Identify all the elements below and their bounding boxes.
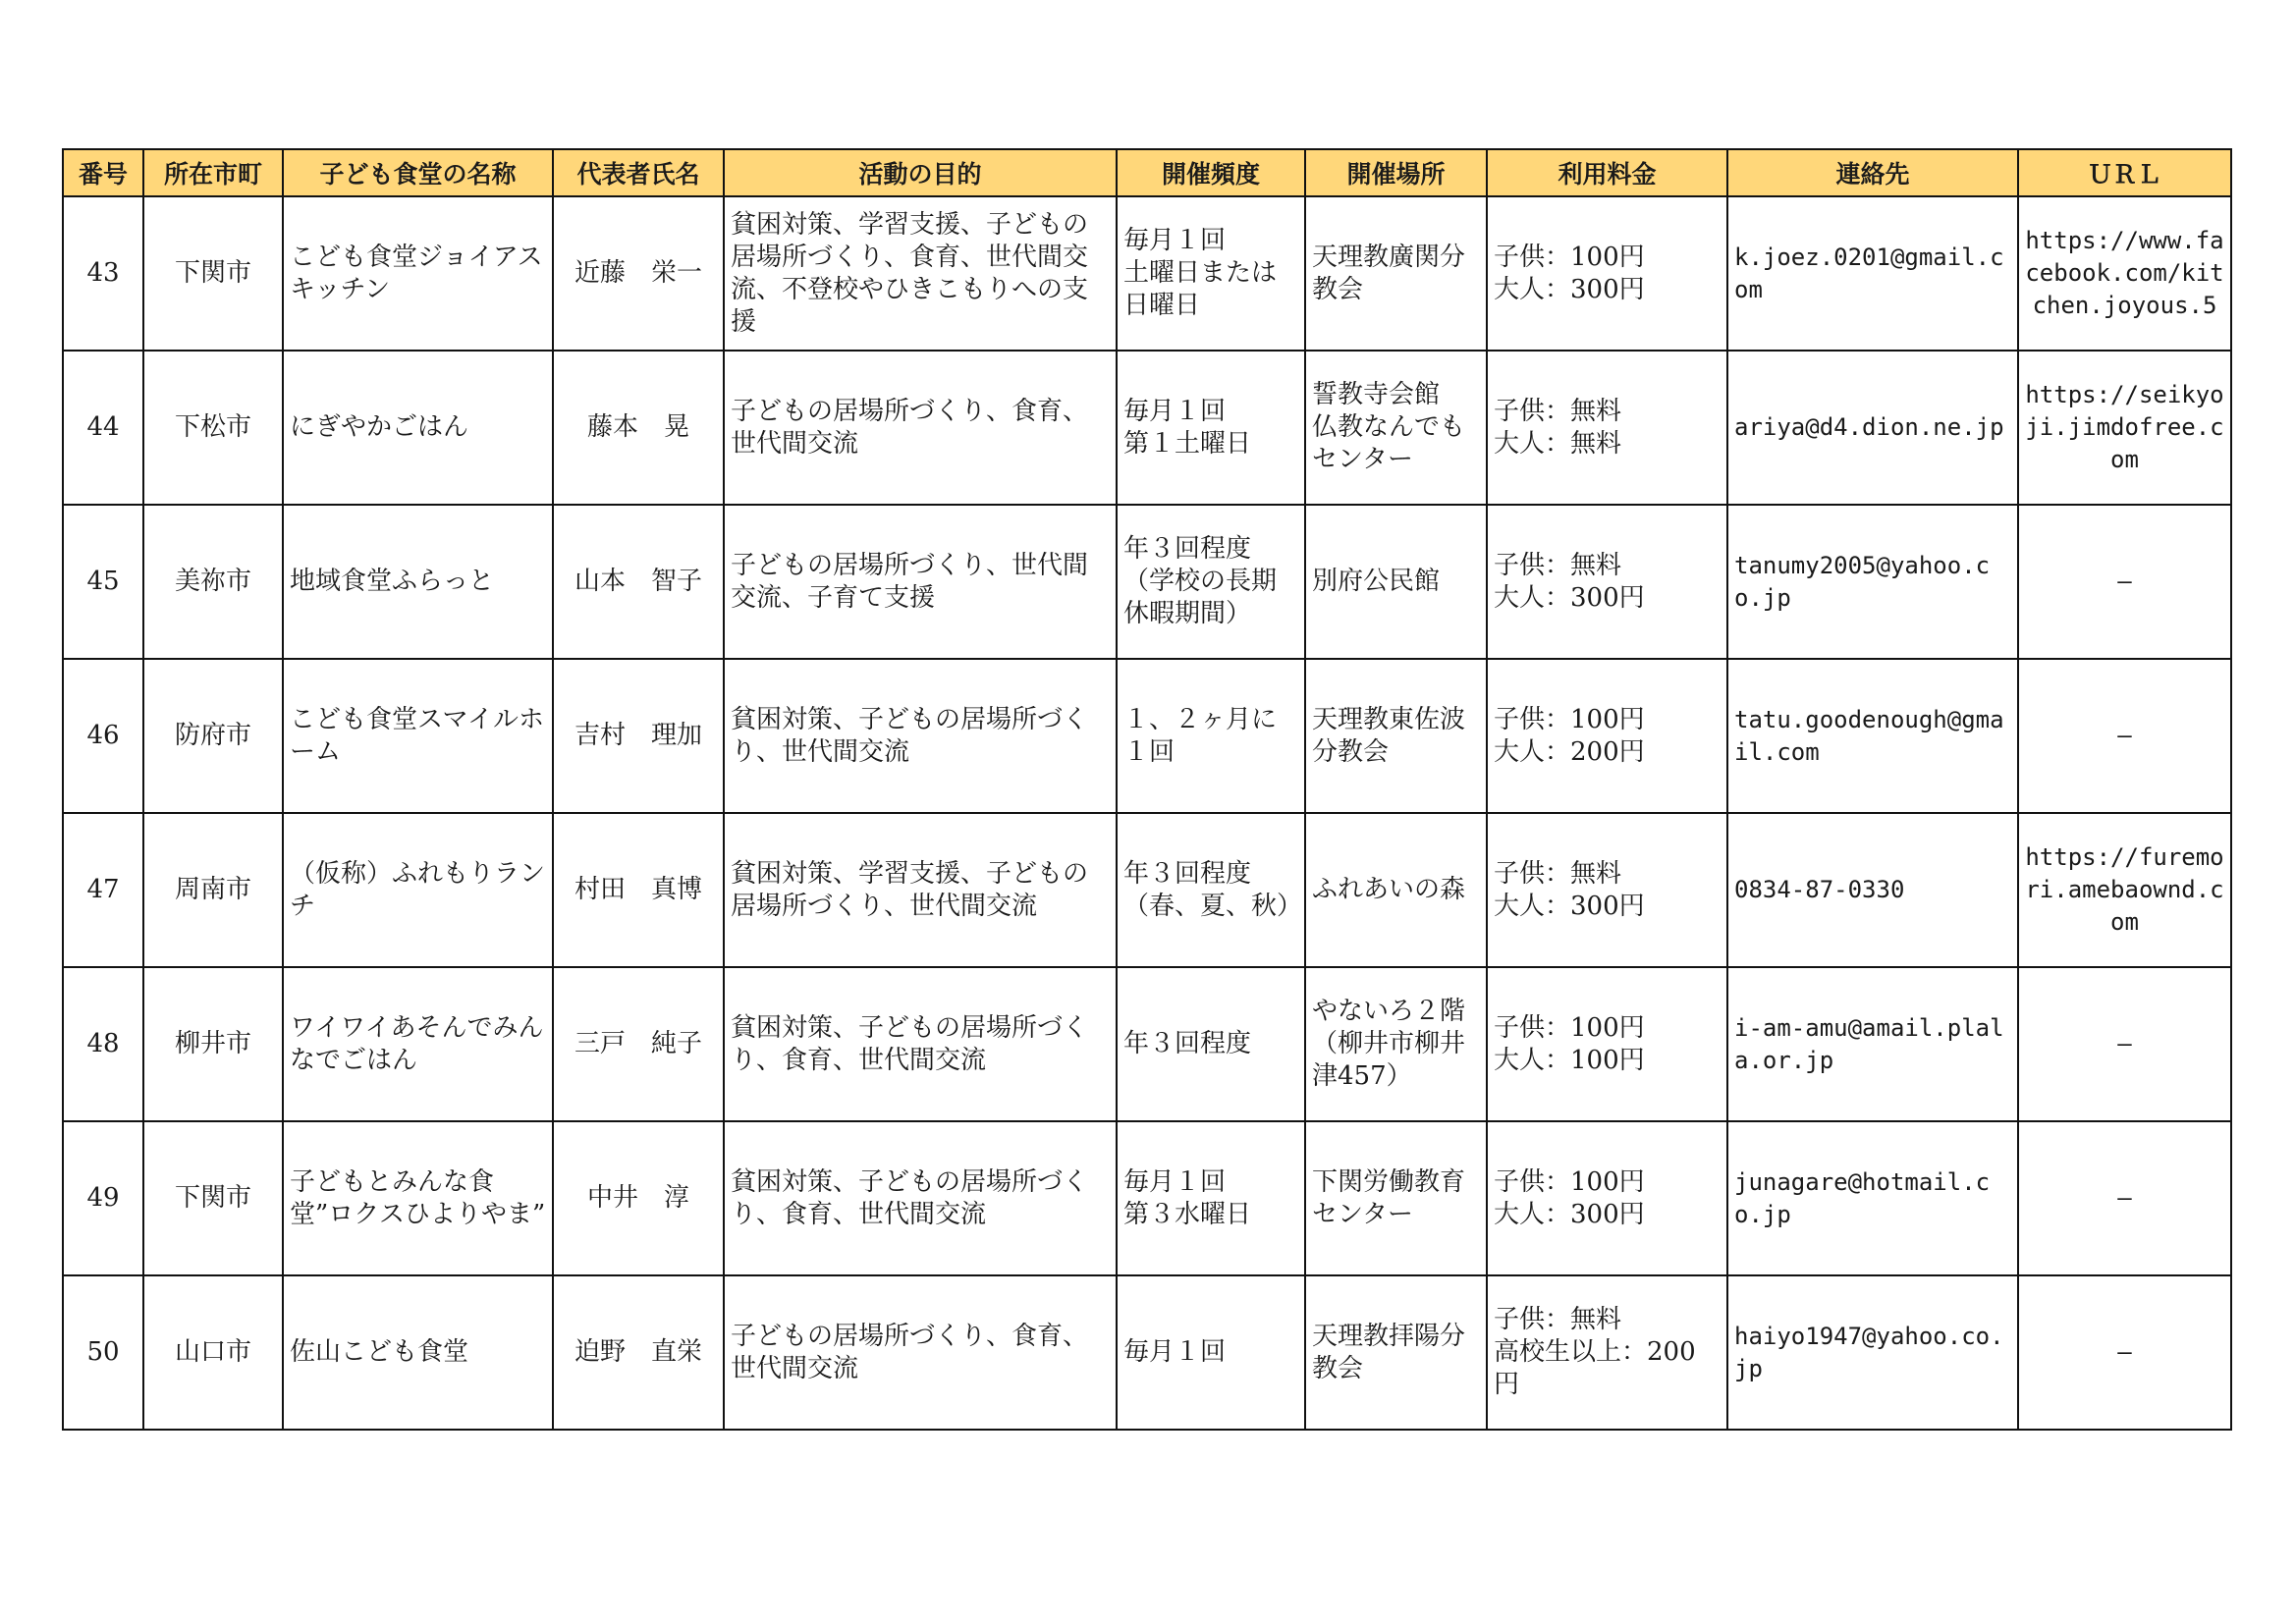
header-place: 開催場所 <box>1305 149 1487 196</box>
header-row <box>63 149 2231 196</box>
cell-fee <box>1487 659 1727 813</box>
cell-shokudo-name <box>283 196 553 351</box>
cell-city-text: 山口市 <box>174 1337 251 1367</box>
cell-purpose-text: 子どもの居場所づくり、食育、世代間交流 <box>731 396 1089 459</box>
cell-contact-text: haiyo1947@yahoo.co.jp <box>1734 1322 2004 1382</box>
cell-fee <box>1487 1275 1727 1430</box>
cell-city-text: 周南市 <box>174 875 251 904</box>
cell-purpose-text: 貧困対策、子どもの居場所づくり、世代間交流 <box>731 704 1089 767</box>
cell-shokudo-name-text: 子どもとみんな食堂”ロクスひよりやま” <box>290 1166 546 1229</box>
cell-url <box>2018 813 2231 967</box>
header-city: 所在市町 <box>143 149 283 196</box>
table-row <box>63 1121 2231 1275</box>
cell-purpose-text: 子どもの居場所づくり、世代間交流、子育て支援 <box>731 550 1089 613</box>
cell-shokudo-name <box>283 351 553 505</box>
cell-contact-text: junagare@hotmail.co.jp <box>1734 1167 1991 1228</box>
cell-fee-text: 子供：100円 大人：300円 <box>1494 1166 1645 1229</box>
cell-contact-text: tatu.goodenough@gmail.com <box>1734 705 2004 766</box>
cell-city-text: 柳井市 <box>174 1029 251 1058</box>
cell-contact <box>1727 1275 2018 1430</box>
cell-fee-text: 子供：無料 大人：300円 <box>1494 858 1645 921</box>
cell-shokudo-name <box>283 1121 553 1275</box>
cell-shokudo-name-text: 佐山こども食堂 <box>290 1337 469 1367</box>
cell-representative <box>553 196 724 351</box>
cell-frequency <box>1117 1121 1305 1275</box>
table-row <box>63 351 2231 505</box>
cell-frequency <box>1117 505 1305 659</box>
cell-contact <box>1727 967 2018 1121</box>
cell-number-text: 47 <box>86 875 120 904</box>
cell-url <box>2018 351 2231 505</box>
header-number: 番号 <box>63 149 143 196</box>
cell-purpose-text: 貧困対策、学習支援、子どもの居場所づくり、世代間交流 <box>731 858 1089 921</box>
cell-url <box>2018 1121 2231 1275</box>
cell-number <box>63 813 143 967</box>
cell-fee-text: 子供：無料 大人：300円 <box>1494 550 1645 613</box>
cell-contact-text: i-am-amu@amail.plala.or.jp <box>1734 1013 2004 1074</box>
cell-place-text: 天理教東佐波分教会 <box>1312 704 1466 767</box>
cell-fee-text: 子供：無料 大人：無料 <box>1494 396 1622 459</box>
cell-contact-text: 0834-87-0330 <box>1734 876 1905 903</box>
cell-contact-text: tanumy2005@yahoo.co.jp <box>1734 551 1991 612</box>
cell-city <box>143 351 283 505</box>
cell-number <box>63 351 143 505</box>
cell-url <box>2018 196 2231 351</box>
table-header <box>63 149 2231 196</box>
cell-frequency-text: 毎月１回 第３水曜日 <box>1123 1166 1252 1229</box>
cell-url-text: https://www.facebook.com/kitchen.joyous.5 <box>2025 227 2224 319</box>
cell-fee <box>1487 196 1727 351</box>
header-frequency: 開催頻度 <box>1117 149 1305 196</box>
cell-city <box>143 813 283 967</box>
cell-purpose-text: 貧困対策、学習支援、子どもの居場所づくり、食育、世代間交流、不登校やひきこもりへの支援 <box>731 209 1089 337</box>
table-row <box>63 505 2231 659</box>
cell-number-text: 44 <box>86 412 120 442</box>
table-row <box>63 1275 2231 1430</box>
cell-city <box>143 967 283 1121</box>
cell-shokudo-name-text: （仮称）ふれもりランチ <box>290 858 546 921</box>
cell-contact-text: k.joez.0201@gmail.com <box>1734 243 2004 303</box>
cell-url-text: https://seikyoji.jimdofree.com <box>2025 381 2224 473</box>
cell-url <box>2018 967 2231 1121</box>
cell-representative-text: 迫野 直栄 <box>574 1337 702 1367</box>
cell-number-text: 49 <box>86 1183 120 1213</box>
cell-fee-text: 子供：100円 大人：200円 <box>1494 704 1645 767</box>
cell-shokudo-name-text: こども食堂ジョイアスキッチン <box>290 242 543 304</box>
cell-number <box>63 196 143 351</box>
cell-representative <box>553 813 724 967</box>
cell-url-text: ― <box>2117 722 2132 749</box>
cell-frequency-text: 毎月１回 第１土曜日 <box>1123 396 1252 459</box>
cell-url <box>2018 659 2231 813</box>
cell-shokudo-name-text: ワイワイあそんでみんなでごはん <box>290 1012 544 1075</box>
cell-purpose <box>724 813 1117 967</box>
cell-shokudo-name-text: 地域食堂ふらっと <box>290 567 495 596</box>
cell-fee <box>1487 813 1727 967</box>
document-sheet <box>62 148 2230 1431</box>
table-row <box>63 813 2231 967</box>
cell-representative <box>553 351 724 505</box>
cell-url-text: ― <box>2117 1030 2132 1057</box>
cell-purpose <box>724 1275 1117 1430</box>
cell-number <box>63 1121 143 1275</box>
header-url: ＵＲＬ <box>2018 149 2231 196</box>
cell-place-text: 下関労働教育センター <box>1312 1166 1466 1229</box>
cell-frequency-text: 年３回程度 （春、夏、秋） <box>1123 858 1303 921</box>
cell-city-text: 下関市 <box>174 1183 251 1213</box>
cell-place-text: 天理教廣関分教会 <box>1312 242 1466 304</box>
cell-representative-text: 中井 淳 <box>586 1183 689 1213</box>
cell-purpose <box>724 1121 1117 1275</box>
cell-representative-text: 山本 智子 <box>574 567 702 596</box>
cell-purpose <box>724 967 1117 1121</box>
cell-frequency-text: １、２ヶ月に１回 <box>1123 704 1278 767</box>
cell-contact <box>1727 505 2018 659</box>
table-row <box>63 659 2231 813</box>
cell-purpose-text: 貧困対策、子どもの居場所づくり、食育、世代間交流 <box>731 1166 1089 1229</box>
cell-contact <box>1727 659 2018 813</box>
cell-number-text: 48 <box>86 1029 120 1058</box>
header-contact: 連絡先 <box>1727 149 2018 196</box>
cell-city-text: 下松市 <box>174 412 251 442</box>
cell-frequency <box>1117 813 1305 967</box>
cell-purpose <box>724 351 1117 505</box>
cell-number-text: 43 <box>86 258 120 288</box>
cell-place <box>1305 813 1487 967</box>
cell-shokudo-name-text: こども食堂スマイルホーム <box>290 704 544 767</box>
cell-shokudo-name-text: にぎやかごはん <box>290 412 469 442</box>
cell-number <box>63 1275 143 1430</box>
cell-purpose-text: 貧困対策、子どもの居場所づくり、食育、世代間交流 <box>731 1012 1089 1075</box>
cell-place <box>1305 659 1487 813</box>
cell-representative <box>553 505 724 659</box>
cell-fee <box>1487 1121 1727 1275</box>
cell-fee-text: 子供：100円 大人：100円 <box>1494 1012 1645 1075</box>
table-row <box>63 196 2231 351</box>
header-representative: 代表者氏名 <box>553 149 724 196</box>
cell-frequency <box>1117 196 1305 351</box>
cell-city <box>143 196 283 351</box>
cell-place <box>1305 351 1487 505</box>
cell-fee-text: 子供：無料 高校生以上：200円 <box>1494 1305 1696 1399</box>
cell-frequency <box>1117 351 1305 505</box>
table-row <box>63 967 2231 1121</box>
cell-place-text: 誓教寺会館 仏教なんでもセンター <box>1312 380 1466 474</box>
cell-number-text: 45 <box>86 567 120 596</box>
cell-city-text: 防府市 <box>174 721 251 750</box>
cell-city <box>143 505 283 659</box>
cell-contact <box>1727 1121 2018 1275</box>
cell-contact <box>1727 813 2018 967</box>
cell-frequency-text: 毎月１回 土曜日または日曜日 <box>1123 226 1278 320</box>
cell-number-text: 46 <box>86 721 120 750</box>
cell-frequency-text: 年３回程度 （学校の長期休暇期間） <box>1123 534 1278 628</box>
cell-shokudo-name <box>283 967 553 1121</box>
cell-place <box>1305 967 1487 1121</box>
cell-shokudo-name <box>283 505 553 659</box>
header-purpose: 活動の目的 <box>724 149 1117 196</box>
cell-purpose-text: 子どもの居場所づくり、食育、世代間交流 <box>731 1321 1089 1383</box>
cell-shokudo-name <box>283 1275 553 1430</box>
cell-fee-text: 子供：100円 大人：300円 <box>1494 242 1645 304</box>
cell-url-text: https://furemori.amebaownd.com <box>2025 843 2224 936</box>
cell-city-text: 下関市 <box>174 258 251 288</box>
cell-place-text: やないろ２階（柳井市柳井津457） <box>1312 997 1466 1091</box>
cell-place <box>1305 1275 1487 1430</box>
cell-purpose <box>724 505 1117 659</box>
cell-shokudo-name <box>283 813 553 967</box>
cell-purpose <box>724 659 1117 813</box>
cell-representative-text: 三戸 純子 <box>574 1029 702 1058</box>
cell-shokudo-name <box>283 659 553 813</box>
cell-url <box>2018 505 2231 659</box>
cell-number-text: 50 <box>86 1337 120 1367</box>
header-name: 子ども食堂の名称 <box>283 149 553 196</box>
cell-contact <box>1727 351 2018 505</box>
cell-representative <box>553 1121 724 1275</box>
cell-fee <box>1487 505 1727 659</box>
cell-place <box>1305 196 1487 351</box>
cell-fee <box>1487 351 1727 505</box>
cell-purpose <box>724 196 1117 351</box>
cell-frequency <box>1117 1275 1305 1430</box>
cell-representative-text: 村田 真博 <box>574 875 702 904</box>
cell-url <box>2018 1275 2231 1430</box>
cell-representative-text: 吉村 理加 <box>574 721 702 750</box>
cell-frequency-text: 毎月１回 <box>1123 1337 1227 1367</box>
cell-city-text: 美祢市 <box>174 567 251 596</box>
cell-number <box>63 505 143 659</box>
cell-representative-text: 近藤 栄一 <box>574 258 702 288</box>
cell-frequency <box>1117 659 1305 813</box>
cell-representative <box>553 967 724 1121</box>
cell-frequency-text: 年３回程度 <box>1123 1029 1252 1058</box>
cell-place <box>1305 505 1487 659</box>
cell-contact <box>1727 196 2018 351</box>
cell-city <box>143 659 283 813</box>
cell-city <box>143 1275 283 1430</box>
cell-place-text: 別府公民館 <box>1312 567 1441 596</box>
cell-frequency <box>1117 967 1305 1121</box>
cell-place <box>1305 1121 1487 1275</box>
kodomo-shokudo-table <box>62 148 2232 1431</box>
cell-representative <box>553 659 724 813</box>
cell-representative <box>553 1275 724 1430</box>
cell-city <box>143 1121 283 1275</box>
cell-number <box>63 659 143 813</box>
cell-url-text: ― <box>2117 1338 2132 1366</box>
cell-fee <box>1487 967 1727 1121</box>
cell-place-text: ふれあいの森 <box>1312 875 1466 904</box>
cell-url-text: ― <box>2117 568 2132 595</box>
cell-representative-text: 藤本 晃 <box>586 412 689 442</box>
table-body <box>63 196 2231 1430</box>
cell-number <box>63 967 143 1121</box>
header-fee: 利用料金 <box>1487 149 1727 196</box>
cell-place-text: 天理教拝陽分教会 <box>1312 1321 1466 1383</box>
cell-url-text: ― <box>2117 1184 2132 1212</box>
cell-contact-text: ariya@d4.dion.ne.jp <box>1734 413 2004 441</box>
